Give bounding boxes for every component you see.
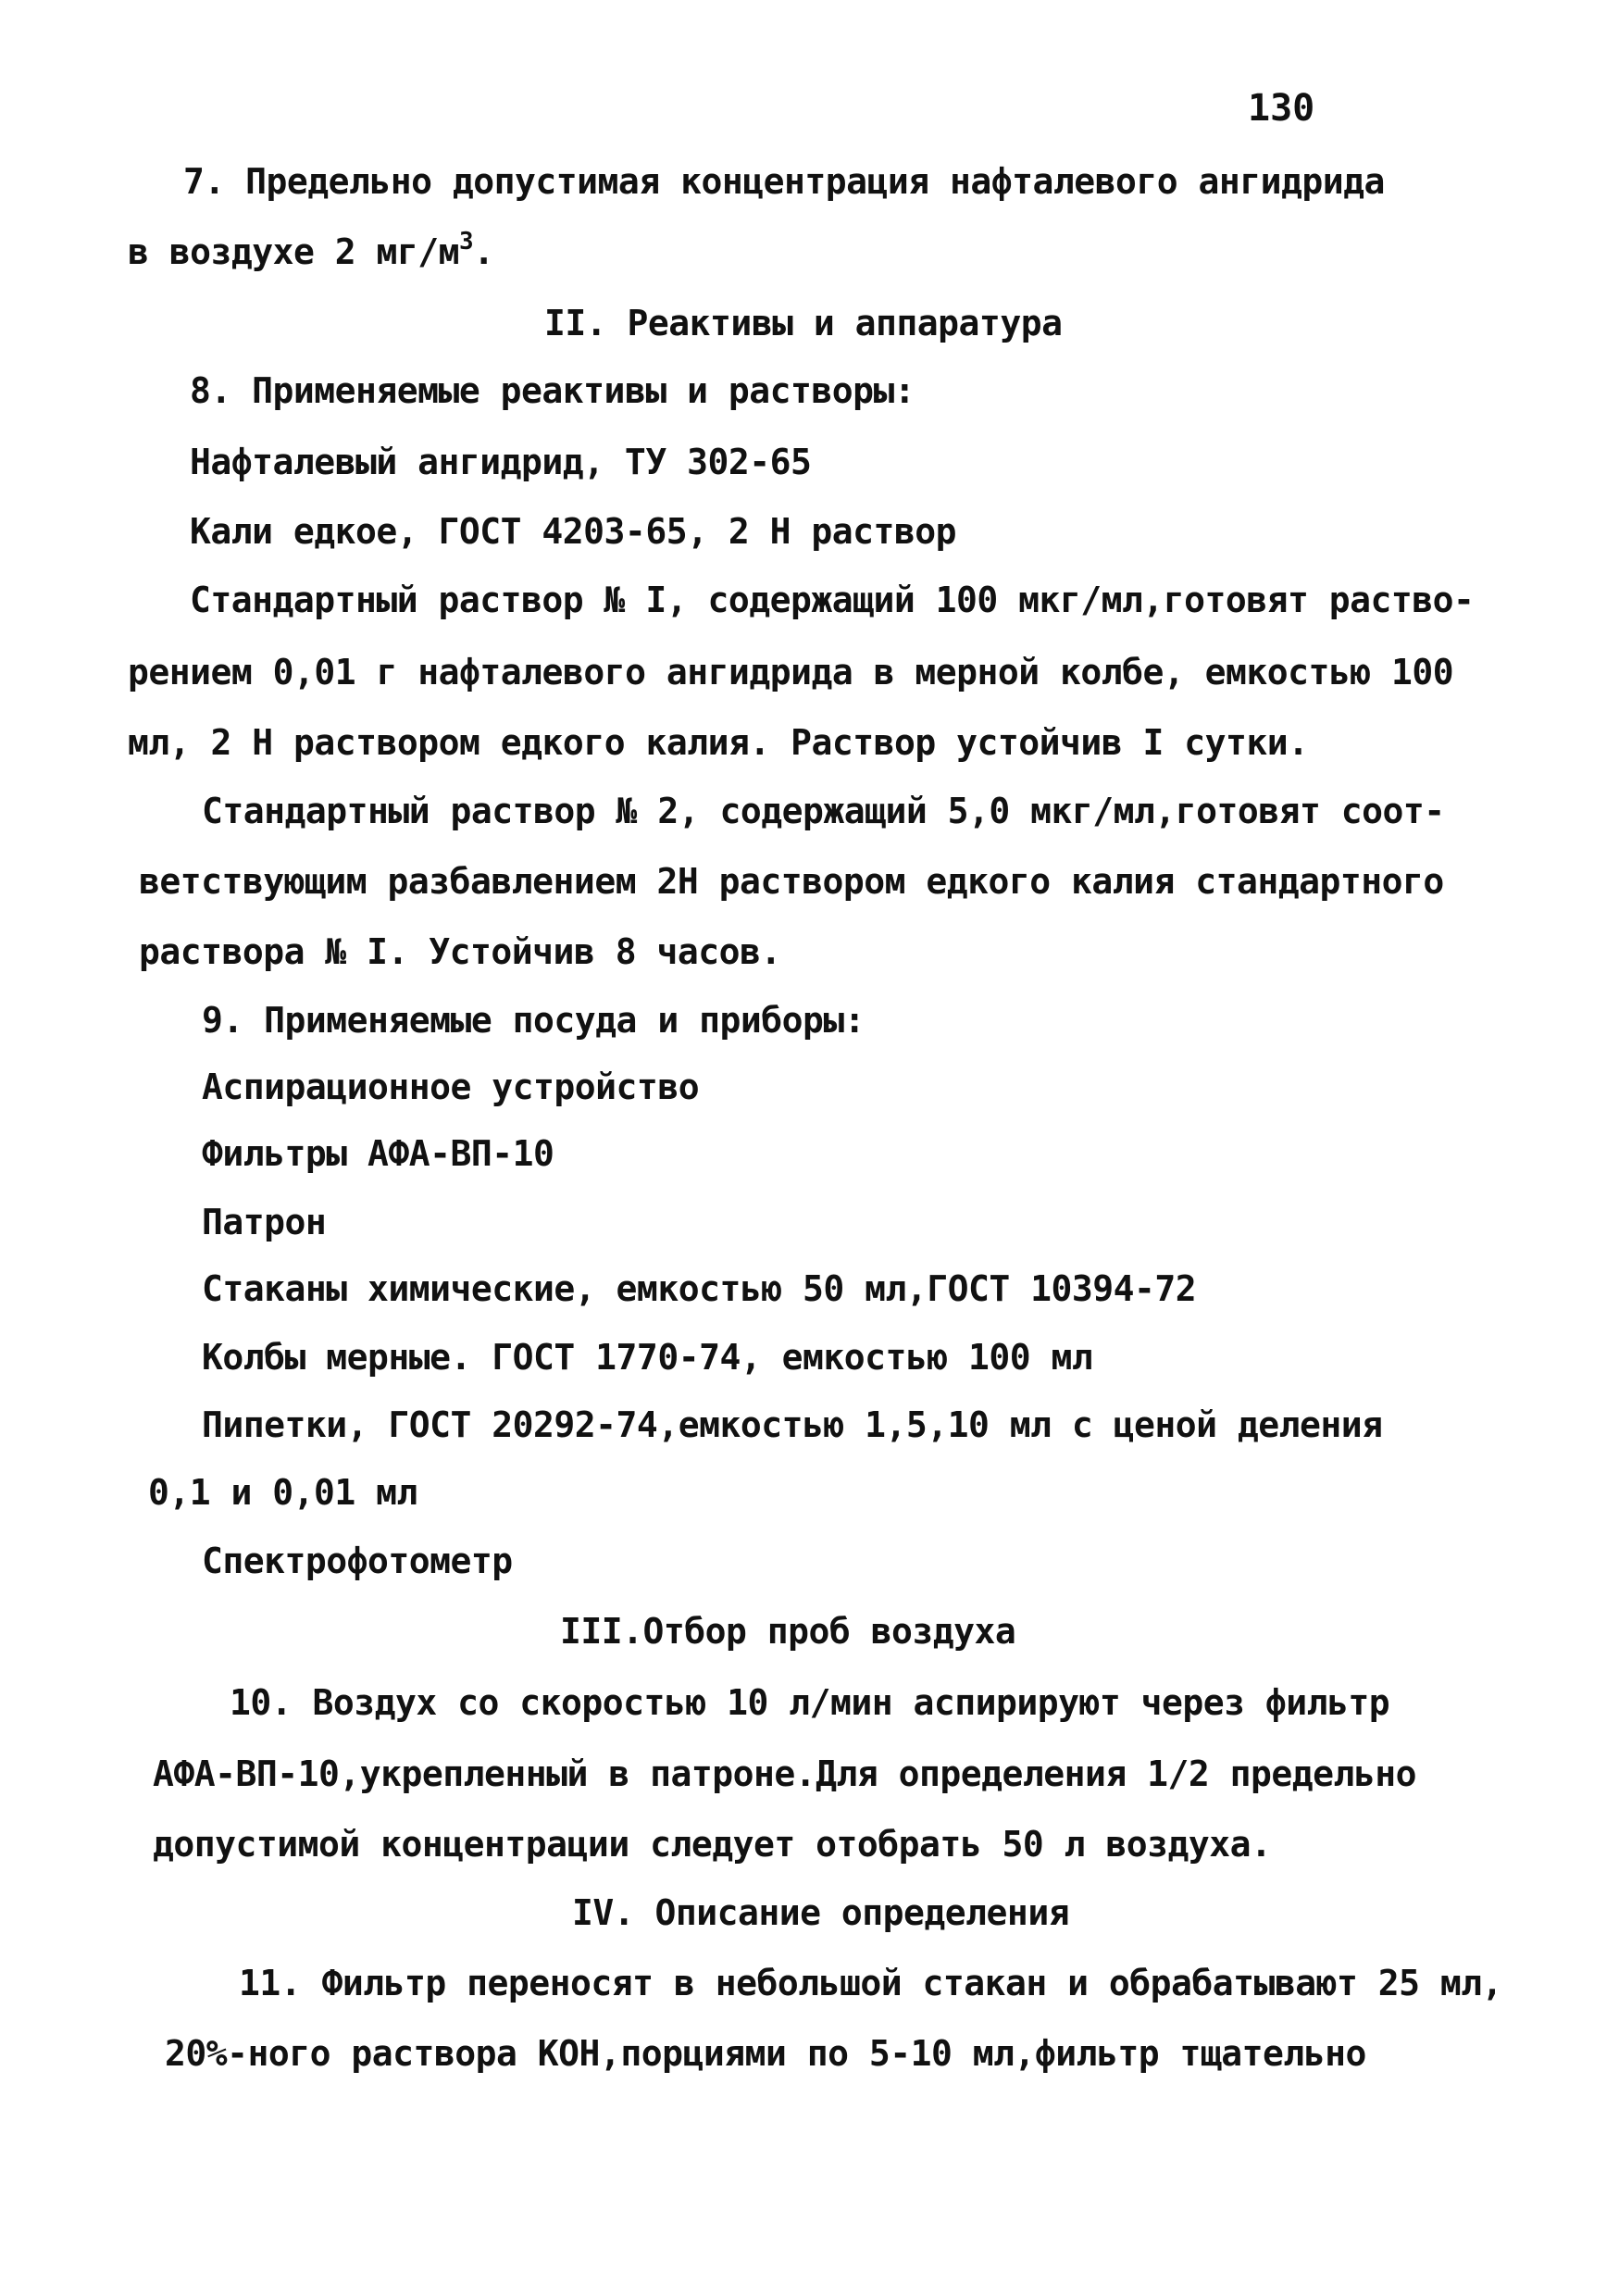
section-heading-reagents: II. Реактивы и аппаратура <box>544 303 1063 343</box>
paragraph-11-line-2: 20%-ного раствора КОН,порциями по 5-10 мл,фильтр тщательно <box>165 2033 1366 2074</box>
page-number: 130 <box>1248 87 1315 130</box>
paragraph-10-line-1: 10. Воздух со скоростью 10 л/мин аспирируют через фильтр <box>230 1682 1390 1723</box>
superscript-cubed: 3 <box>459 228 474 256</box>
reagents-list-heading: 8. Применяемые реактивы и растворы: <box>190 370 915 411</box>
standard-solution-2-line-3: раствора № I. Устойчив 8 часов. <box>139 931 781 972</box>
paragraph-11-line-1: 11. Фильтр переносят в небольшой стакан и обрабатывают 25 мл, <box>239 1963 1503 2003</box>
equipment-list-heading: 9. Применяемые посуда и приборы: <box>202 1000 866 1041</box>
equipment-volumetric-flasks: Колбы мерные. ГОСТ 1770-74, емкостью 100 мл <box>202 1337 1093 1378</box>
standard-solution-1-line-3: мл, 2 Н раствором едкого калия. Раствор устойчив I сутки. <box>128 722 1309 763</box>
section-heading-air-sampling: III.Отбор проб воздуха <box>560 1611 1016 1652</box>
paragraph-7-line-2-end: . <box>473 231 494 272</box>
standard-solution-2-line-2: ветствующим разбавлением 2Н раствором едкого калия стандартного <box>139 861 1444 902</box>
paragraph-10-line-3: допустимой концентрации следует отобрать 50 л воздуха. <box>153 1824 1272 1865</box>
paragraph-7-line-2 <box>128 230 494 274</box>
equipment-filters: Фильтры АФА-ВП-10 <box>202 1133 554 1174</box>
equipment-cartridge: Патрон <box>202 1202 327 1242</box>
equipment-pipettes-line-2: 0,1 и 0,01 мл <box>148 1472 417 1513</box>
standard-solution-1-line-2: рением 0,01 г нафталевого ангидрида в мерной колбе, емкостью 100 <box>128 652 1454 693</box>
paragraph-7-line-1: 7. Предельно допустимая концентрация нафталевого ангидрида <box>183 161 1385 202</box>
equipment-beakers: Стаканы химические, емкостью 50 мл,ГОСТ 10394-72 <box>202 1268 1197 1309</box>
reagent-potassium-hydroxide: Кали едкое, ГОСТ 4203-65, 2 Н раствор <box>190 511 956 552</box>
equipment-spectrophotometer: Спектрофотометр <box>202 1541 513 1581</box>
paragraph-10-line-2: АФА-ВП-10,укрепленный в патроне.Для определения 1/2 предельно <box>153 1753 1417 1794</box>
equipment-aspiration-device: Аспирационное устройство <box>202 1067 700 1107</box>
section-heading-method-description: IV. Описание определения <box>572 1892 1070 1933</box>
reagent-naphthalic-anhydride: Нафталевый ангидрид, ТУ 302-65 <box>190 442 812 482</box>
standard-solution-2-line-1: Стандартный раствор № 2, содержащий 5,0 мкг/мл,готовят соот- <box>202 791 1445 831</box>
standard-solution-1-line-1: Стандартный раствор № I, содержащий 100 мкг/мл,готовят раство- <box>190 580 1475 620</box>
paragraph-7-line-2-text: в воздухе 2 мг/м <box>128 231 460 272</box>
equipment-pipettes-line-1: Пипетки, ГОСТ 20292-74,емкостью 1,5,10 мл с ценой деления <box>202 1404 1383 1445</box>
